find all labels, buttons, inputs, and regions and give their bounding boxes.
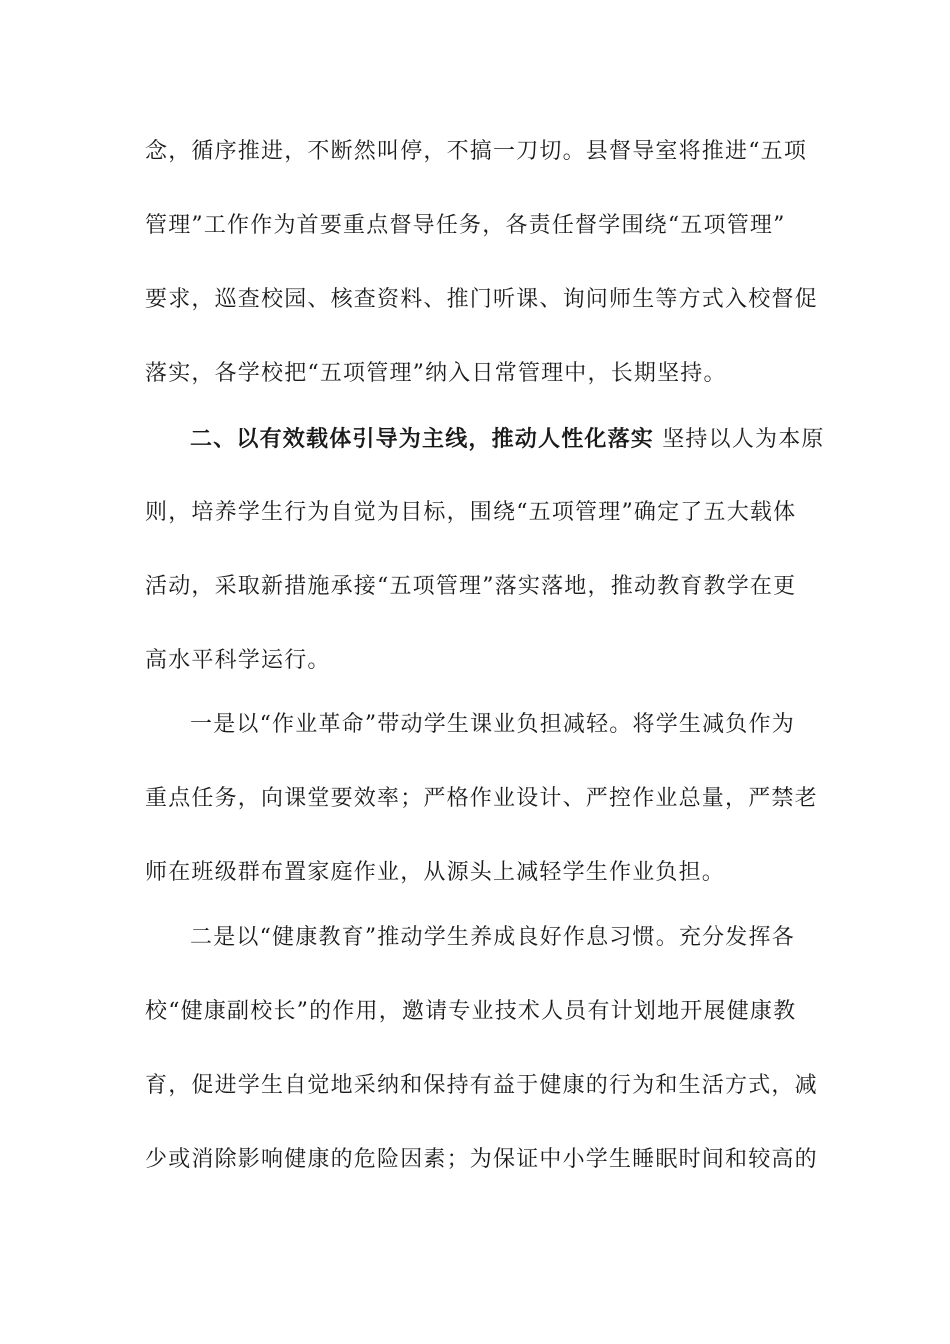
body-line: 重点任务，向课堂要效率；严格作业设计、严控作业总量，严禁老 [145, 786, 818, 811]
body-line: 高水平科学运行。 [145, 648, 331, 673]
body-line: 校“健康副校长”的作用，邀请专业技术人员有计划地开展健康教 [145, 999, 797, 1024]
section-heading-line [190, 424, 825, 455]
body-line: 落实，各学校把“五项管理”纳入日常管理中，长期坚持。 [145, 361, 727, 386]
body-line: 育，促进学生自觉地采纳和保持有益于健康的行为和生活方式，减 [145, 1073, 818, 1098]
body-line: 少或消除影响健康的危险因素；为保证中小学生睡眠时间和较高的 [145, 1147, 818, 1172]
body-line: 管理”工作作为首要重点督导任务，各责任督学围绕“五项管理” [145, 213, 786, 238]
paragraph-first-line: 一是以“作业革命”带动学生课业负担减轻。将学生减负作为 [190, 712, 795, 737]
section-heading: 二、以有效载体引导为主线，推动人性化落实 [190, 426, 655, 452]
body-line: 要求，巡查校园、核查资料、推门听课、询问师生等方式入校督促 [145, 287, 818, 312]
body-line: 念，循序推进，不断然叫停，不搞一刀切。县督导室将推进“五项 [145, 139, 808, 164]
body-line: 活动，采取新措施承接“五项管理”落实落地，推动教育教学在更 [145, 574, 797, 599]
body-line: 则，培养学生行为自觉为目标，围绕“五项管理”确定了五大载体 [145, 500, 797, 525]
paragraph-first-line: 二是以“健康教育”推动学生养成良好作息习惯。充分发挥各 [190, 925, 795, 950]
heading-continuation: 坚持以人为本原 [662, 427, 825, 452]
body-line: 师在班级群布置家庭作业，从源头上减轻学生作业负担。 [145, 860, 726, 885]
